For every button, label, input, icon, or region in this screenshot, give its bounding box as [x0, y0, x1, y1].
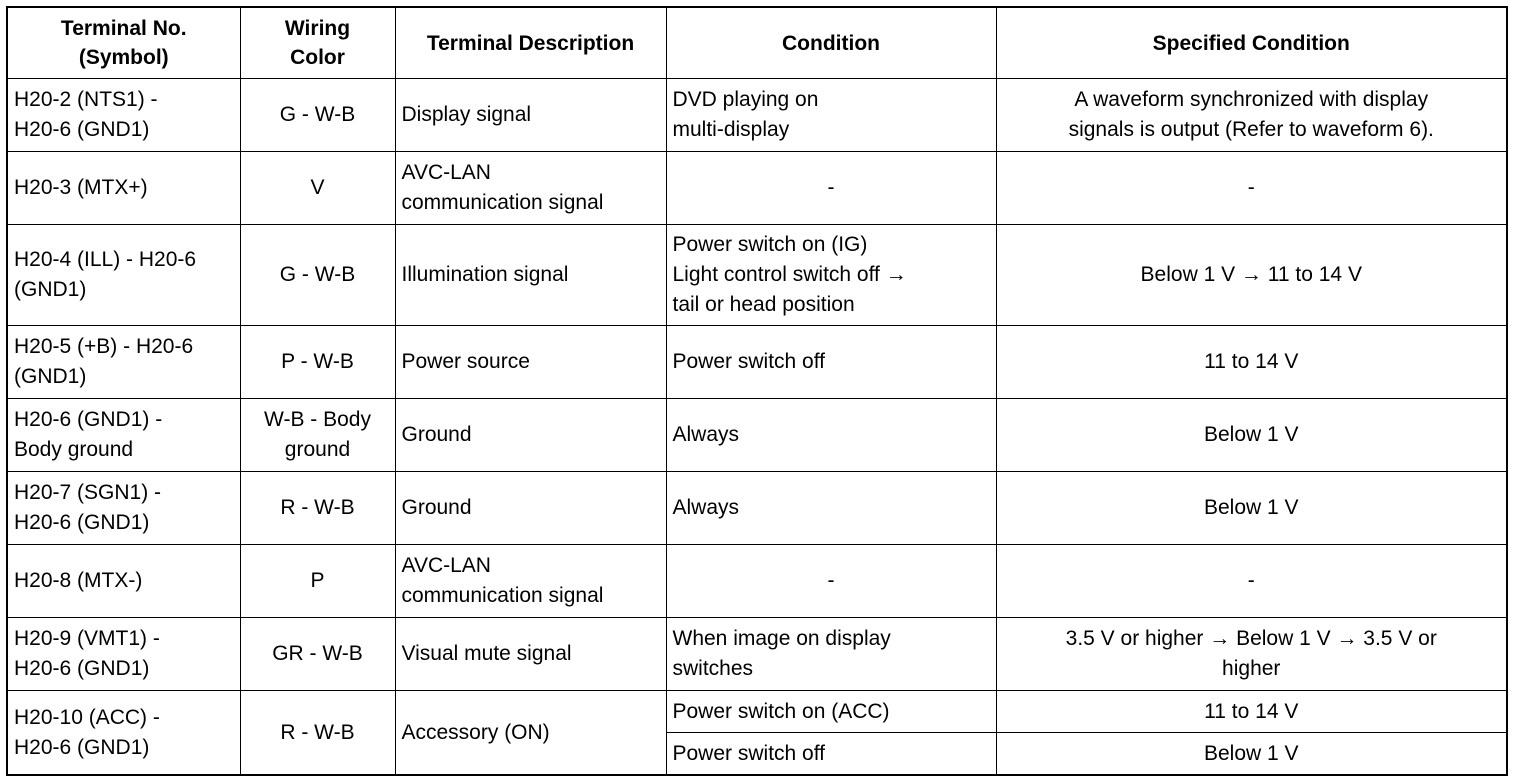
terminal-cell: H20-9 (VMT1) - H20-6 (GND1) — [7, 618, 240, 691]
terminal-spec-table — [6, 6, 1508, 776]
specified-condition-cell: 3.5 V or higher → Below 1 V → 3.5 V or higher — [996, 618, 1507, 691]
table-row — [7, 691, 1507, 733]
specified-condition-cell: 11 to 14 V — [996, 326, 1507, 399]
wiring-color-cell: W-B - Body ground — [240, 399, 395, 472]
description-cell: Visual mute signal — [395, 618, 666, 691]
description-cell: Power source — [395, 326, 666, 399]
description-cell: Display signal — [395, 79, 666, 152]
table-row — [7, 79, 1507, 152]
table-row — [7, 618, 1507, 691]
specified-condition-cell: - — [996, 152, 1507, 225]
wiring-color-cell: G - W-B — [240, 79, 395, 152]
terminal-cell: H20-4 (ILL) - H20-6 (GND1) — [7, 225, 240, 326]
specified-condition-cell: 11 to 14 V — [996, 691, 1507, 733]
table-row — [7, 152, 1507, 225]
table-row — [7, 399, 1507, 472]
terminal-cell: H20-10 (ACC) - H20-6 (GND1) — [7, 691, 240, 776]
condition-cell: Always — [666, 399, 996, 472]
terminal-cell: H20-2 (NTS1) - H20-6 (GND1) — [7, 79, 240, 152]
terminal-cell: H20-5 (+B) - H20-6 (GND1) — [7, 326, 240, 399]
condition-cell: - — [666, 152, 996, 225]
specified-condition-cell: A waveform synchronized with display signals is output (Refer to waveform 6). — [996, 79, 1507, 152]
terminal-cell: H20-3 (MTX+) — [7, 152, 240, 225]
description-cell: Ground — [395, 472, 666, 545]
condition-cell: - — [666, 545, 996, 618]
specified-condition-cell: Below 1 V — [996, 472, 1507, 545]
table-row — [7, 225, 1507, 326]
condition-cell: Power switch off — [666, 326, 996, 399]
wiring-color-cell: GR - W-B — [240, 618, 395, 691]
wiring-color-cell: G - W-B — [240, 225, 395, 326]
wiring-color-cell: P — [240, 545, 395, 618]
condition-cell: Power switch off — [666, 733, 996, 776]
table-row — [7, 326, 1507, 399]
header-terminal: Terminal No. (Symbol) — [7, 7, 240, 79]
specified-condition-cell: Below 1 V — [996, 733, 1507, 776]
header-wiring-color: Wiring Color — [240, 7, 395, 79]
header-terminal-description: Terminal Description — [395, 7, 666, 79]
header-condition: Condition — [666, 7, 996, 79]
header-specified-condition: Specified Condition — [996, 7, 1507, 79]
condition-cell: DVD playing on multi-display — [666, 79, 996, 152]
description-cell: Accessory (ON) — [395, 691, 666, 776]
specified-condition-cell: - — [996, 545, 1507, 618]
description-cell: Illumination signal — [395, 225, 666, 326]
table-row — [7, 545, 1507, 618]
table-row — [7, 472, 1507, 545]
specified-condition-cell: Below 1 V — [996, 399, 1507, 472]
wiring-color-cell: R - W-B — [240, 472, 395, 545]
condition-cell: Power switch on (IG) Light control switch off → tail or head position — [666, 225, 996, 326]
wiring-color-cell: P - W-B — [240, 326, 395, 399]
condition-cell: When image on display switches — [666, 618, 996, 691]
condition-cell: Always — [666, 472, 996, 545]
description-cell: Ground — [395, 399, 666, 472]
condition-cell: Power switch on (ACC) — [666, 691, 996, 733]
wiring-color-cell: V — [240, 152, 395, 225]
terminal-cell: H20-6 (GND1) - Body ground — [7, 399, 240, 472]
specified-condition-cell: Below 1 V → 11 to 14 V — [996, 225, 1507, 326]
description-cell: AVC-LAN communication signal — [395, 545, 666, 618]
wiring-color-cell: R - W-B — [240, 691, 395, 776]
terminal-cell: H20-8 (MTX-) — [7, 545, 240, 618]
description-cell: AVC-LAN communication signal — [395, 152, 666, 225]
header-row — [7, 7, 1507, 79]
terminal-cell: H20-7 (SGN1) - H20-6 (GND1) — [7, 472, 240, 545]
